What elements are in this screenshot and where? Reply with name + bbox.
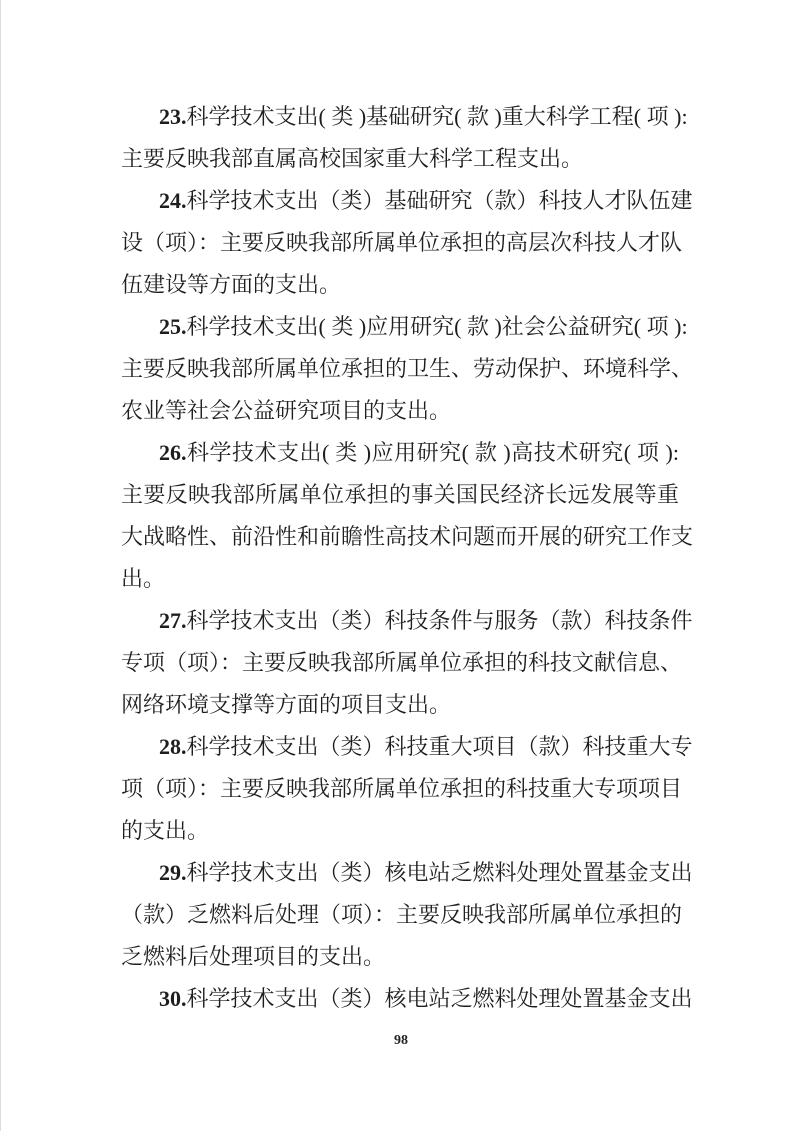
paragraph-number: 30. bbox=[159, 986, 187, 1011]
paragraph-24-line-2: 设（项）：主要反映我部所属单位承担的高层次科技人才队 bbox=[121, 230, 683, 255]
paragraph-25-line-3: 农业等社会公益研究项目的支出。 bbox=[121, 398, 452, 423]
paragraph-29-line-1 bbox=[121, 852, 693, 894]
paragraph-24 bbox=[121, 180, 693, 306]
paragraph-text: 科学技术支出（类）科技条件与服务（款）科技条件 bbox=[186, 608, 693, 633]
paragraph-24-line-1 bbox=[121, 180, 693, 222]
paragraph-25-line-1 bbox=[121, 306, 688, 348]
paragraph-23-line-2: 主要反映我部直属高校国家重大科学工程支出。 bbox=[121, 146, 584, 171]
paragraph-29 bbox=[121, 852, 693, 978]
page-number: 98 bbox=[394, 1033, 408, 1048]
paragraph-number: 28. bbox=[159, 734, 187, 759]
paragraph-number: 27. bbox=[159, 608, 187, 633]
paragraph-text: 科学技术支出（类）核电站乏燃料处理处置基金支出 bbox=[186, 986, 693, 1011]
paragraph-number: 29. bbox=[159, 860, 187, 885]
paragraph-text: 科学技术支出( 类 )应用研究( 款 )社会公益研究( 项 ): bbox=[186, 314, 688, 339]
paragraph-text: 科学技术支出( 类 )应用研究( 款 )高技术研究( 项 ): bbox=[186, 440, 679, 465]
paragraph-number: 24. bbox=[159, 188, 187, 213]
paragraph-27-line-3: 网络环境支撑等方面的项目支出。 bbox=[121, 692, 452, 717]
paragraph-text: 科学技术支出（类）基础研究（款）科技人才队伍建 bbox=[186, 188, 693, 213]
paragraph-text: 科学技术支出（类）科技重大项目（款）科技重大专 bbox=[186, 734, 693, 759]
paragraph-30-line-1 bbox=[121, 978, 693, 1020]
paragraph-26 bbox=[121, 432, 694, 600]
paragraph-number: 26. bbox=[159, 440, 187, 465]
paragraph-28-line-1 bbox=[121, 726, 693, 768]
paragraph-25 bbox=[121, 306, 694, 432]
paragraph-29-line-3: 乏燃料后处理项目的支出。 bbox=[121, 944, 386, 969]
paragraph-text: 科学技术支出（类）核电站乏燃料处理处置基金支出 bbox=[186, 860, 693, 885]
paragraph-27 bbox=[121, 600, 693, 726]
paragraph-26-line-4: 出。 bbox=[121, 566, 166, 591]
paragraph-28-line-3: 的支出。 bbox=[121, 818, 210, 843]
paragraph-26-line-3: 大战略性、前沿性和前瞻性高技术问题而开展的研究工作支 bbox=[121, 524, 694, 549]
paragraph-26-line-2: 主要反映我部所属单位承担的事关国民经济长远发展等重 bbox=[121, 482, 679, 507]
paragraph-23 bbox=[121, 96, 688, 180]
paragraph-number: 23. bbox=[159, 104, 187, 129]
paragraph-23-line-1 bbox=[121, 96, 688, 138]
paragraph-27-line-2: 专项（项）：主要反映我部所属单位承担的科技文献信息、 bbox=[121, 650, 683, 675]
paragraph-text: 科学技术支出( 类 )基础研究( 款 )重大科学工程( 项 ): bbox=[186, 104, 688, 129]
paragraph-24-line-3: 伍建设等方面的支出。 bbox=[121, 272, 342, 297]
paragraph-28 bbox=[121, 726, 693, 852]
paragraph-28-line-2: 项（项）：主要反映我部所属单位承担的科技重大专项项目 bbox=[121, 776, 683, 801]
paragraph-29-line-2: （款）乏燃料后处理（项）：主要反映我部所属单位承担的 bbox=[121, 902, 683, 927]
paragraph-number: 25. bbox=[159, 314, 187, 339]
paragraph-30 bbox=[121, 978, 693, 1020]
paragraph-26-line-1 bbox=[121, 432, 679, 474]
paragraph-27-line-1 bbox=[121, 600, 693, 642]
document-body bbox=[121, 96, 694, 1020]
paragraph-25-line-2: 主要反映我部所属单位承担的卫生、劳动保护、环境科学、 bbox=[121, 356, 694, 381]
